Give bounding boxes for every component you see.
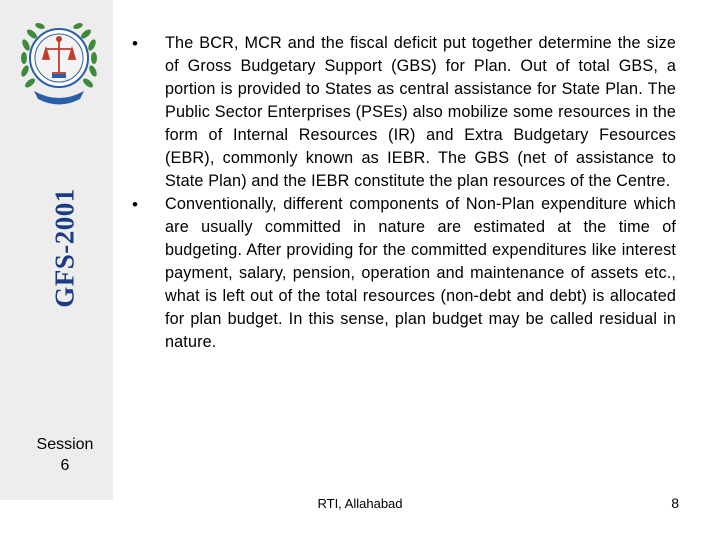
emblem-seal-icon (16, 13, 102, 109)
session-label-text: Session (36, 436, 94, 453)
course-title: GFS-2001 (49, 188, 80, 308)
sidebar-panel (0, 0, 113, 500)
bullet-text: The BCR, MCR and the fiscal deficit put together determine the size of Gross Budgetary Support (GBS) for Plan. Out of total GBS, a portion is provided to States as central assistance for State Plan. The Public Sector Enterprises (PSEs) also mobilize some resources in the form of Internal Resources (IR) and Extra Budgetary Fesources (EBR), commonly known as IEBR. The GBS (net of assistance to State Plan) and the IEBR constitute the plan resources of the Centre. (165, 34, 676, 190)
bullet-item (130, 32, 676, 193)
bullet-item (130, 193, 676, 354)
bullet-text: Conventionally, different components of Non-Plan expenditure which are usually committed in nature are estimated at the time of budgeting. After providing for the committed expenditures like interest payment, salary, pension, operation and maintenance of assets etc., what is left out of the total resources (non-debt and debt) is allocated for plan budget. In this sense, plan budget may be called residual in nature. (165, 195, 676, 351)
session-label (0, 434, 130, 476)
bullet-marker: • (132, 195, 139, 214)
page-number: 8 (671, 495, 679, 511)
footer-source: RTI, Allahabad (317, 496, 403, 511)
bullet-marker: • (132, 34, 139, 53)
session-number: 6 (60, 457, 70, 474)
bullet-list (130, 32, 676, 354)
